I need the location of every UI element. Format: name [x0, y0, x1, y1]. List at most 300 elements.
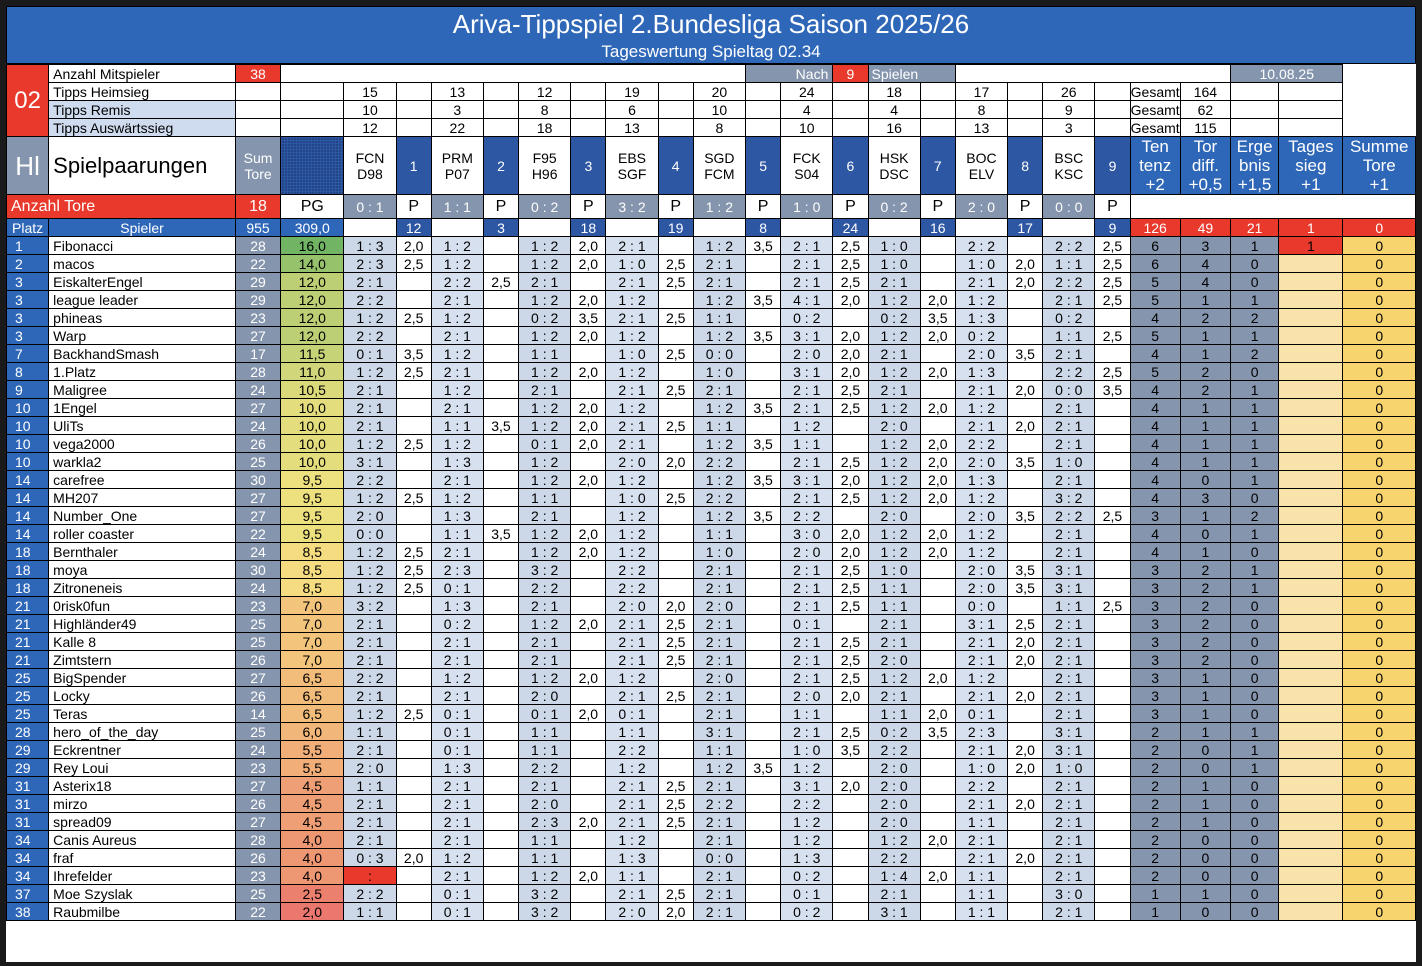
player-result: 0	[1231, 543, 1279, 561]
player-tip-points: 2,5	[1095, 237, 1130, 255]
match-points-flag: P	[833, 195, 868, 219]
player-tip-points: 3,5	[920, 723, 955, 741]
player-tendency: 4	[1130, 525, 1180, 543]
player-goal-diff: 1	[1180, 813, 1230, 831]
player-result: 1	[1231, 291, 1279, 309]
player-tip-points	[658, 435, 693, 453]
player-tip: 2 : 2	[693, 453, 745, 471]
player-tip: 2 : 2	[955, 237, 1007, 255]
player-name: macos	[49, 255, 236, 273]
player-tip-points	[1095, 489, 1130, 507]
player-rank: 18	[7, 561, 49, 579]
player-row	[7, 489, 1416, 507]
player-tip: 1 : 3	[955, 471, 1007, 489]
tip-count: 10	[344, 101, 396, 119]
player-result: 1	[1231, 399, 1279, 417]
player-tip-points	[658, 741, 693, 759]
match-header-row	[7, 137, 1416, 195]
player-tip: 1 : 1	[693, 525, 745, 543]
player-result: 0	[1231, 489, 1279, 507]
player-tendency: 3	[1130, 633, 1180, 651]
player-tip: 0 : 2	[781, 903, 833, 921]
player-goal-diff: 2	[1180, 381, 1230, 399]
player-name: Teras	[49, 705, 236, 723]
player-tip: 2 : 1	[1043, 399, 1095, 417]
player-tip: 1 : 3	[955, 363, 1007, 381]
player-tip: 0 : 1	[519, 705, 571, 723]
player-tip-points	[396, 903, 431, 921]
player-day-win	[1279, 291, 1343, 309]
player-tip: 2 : 1	[519, 777, 571, 795]
player-pg: 7,0	[281, 597, 344, 615]
player-row	[7, 399, 1416, 417]
match-hits: 12	[396, 219, 431, 237]
player-day-win	[1279, 309, 1343, 327]
player-rank: 31	[7, 813, 49, 831]
player-tip: 3 : 1	[1043, 561, 1095, 579]
player-tip: 1 : 2	[431, 435, 483, 453]
player-sum-goals: 0	[1343, 579, 1416, 597]
player-tip: 2 : 2	[1043, 507, 1095, 525]
player-tip-points	[483, 579, 518, 597]
player-tip-points	[571, 741, 606, 759]
player-tip: 2 : 1	[781, 669, 833, 687]
player-tip: 0 : 1	[431, 705, 483, 723]
player-tip: 2 : 1	[344, 813, 396, 831]
player-tip-points	[1095, 579, 1130, 597]
match-points-flag: P	[658, 195, 693, 219]
player-tendency: 2	[1130, 759, 1180, 777]
player-tip-points	[571, 903, 606, 921]
player-sum-goals: 0	[1343, 813, 1416, 831]
player-tip-points	[658, 867, 693, 885]
player-result: 1	[1231, 237, 1279, 255]
tip-count: 12	[344, 119, 396, 137]
player-tip-points	[396, 273, 431, 291]
player-day-win	[1279, 849, 1343, 867]
player-tip-points	[920, 345, 955, 363]
player-tip-points	[833, 885, 868, 903]
player-pg: 10,0	[281, 453, 344, 471]
player-tip: 2 : 1	[693, 615, 745, 633]
player-result: 0	[1231, 669, 1279, 687]
player-sum-goals: 0	[1343, 885, 1416, 903]
player-pg: 11,0	[281, 363, 344, 381]
player-row	[7, 561, 1416, 579]
tips-row	[7, 101, 1416, 119]
player-tip: 2 : 2	[868, 849, 920, 867]
player-tip-points: 2,5	[1095, 597, 1130, 615]
player-tip-points	[833, 705, 868, 723]
player-tip: 2 : 1	[693, 633, 745, 651]
player-tip-points	[920, 849, 955, 867]
player-tip: 1 : 1	[868, 579, 920, 597]
player-day-win	[1279, 777, 1343, 795]
match-hits: 19	[658, 219, 693, 237]
player-tip-points	[1095, 885, 1130, 903]
blank-cell	[920, 101, 955, 119]
blank-cell	[483, 101, 518, 119]
player-tip: 1 : 2	[519, 399, 571, 417]
player-tip-points	[483, 327, 518, 345]
player-rank: 25	[7, 705, 49, 723]
player-row	[7, 237, 1416, 255]
player-day-win	[1279, 345, 1343, 363]
player-tip-points	[1095, 831, 1130, 849]
player-tip: 1 : 1	[868, 705, 920, 723]
player-pg: 4,5	[281, 777, 344, 795]
pairings-label: Spielpaarungen	[49, 137, 236, 195]
player-tip: 2 : 2	[955, 435, 1007, 453]
blank-cell	[483, 119, 518, 137]
goals-label: Anzahl Tore	[7, 195, 236, 219]
player-tip-points	[746, 543, 781, 561]
blank-cell	[781, 219, 833, 237]
player-sum-goals: 0	[1343, 345, 1416, 363]
player-tip-points: 2,0	[571, 255, 606, 273]
player-result: 0	[1231, 597, 1279, 615]
player-tip: 2 : 1	[431, 327, 483, 345]
page-subtitle: Tageswertung Spieltag 02.34	[601, 42, 821, 61]
player-row	[7, 903, 1416, 921]
player-goals: 28	[235, 237, 280, 255]
player-day-win	[1279, 363, 1343, 381]
player-name: 1Engel	[49, 399, 236, 417]
player-tip-points	[396, 885, 431, 903]
player-tip: 1 : 2	[606, 291, 658, 309]
player-tip: 2 : 2	[344, 669, 396, 687]
blank-cell	[1008, 83, 1043, 101]
player-tip-points: 2,5	[833, 723, 868, 741]
player-tip-points	[1095, 633, 1130, 651]
player-tip: 2 : 1	[868, 273, 920, 291]
player-row	[7, 597, 1416, 615]
player-tip: 2 : 1	[781, 453, 833, 471]
player-tip-points	[1095, 543, 1130, 561]
player-sum-goals: 0	[1343, 543, 1416, 561]
player-tip: 3 : 1	[1043, 579, 1095, 597]
player-tip-points: 3,5	[920, 309, 955, 327]
player-tip-points: 2,5	[658, 255, 693, 273]
player-tip: 2 : 0	[868, 759, 920, 777]
match-hits: 8	[746, 219, 781, 237]
player-tip: 0 : 3	[344, 849, 396, 867]
player-tip: 2 : 0	[781, 543, 833, 561]
tips-label: Tipps Auswärtssieg	[49, 119, 236, 137]
player-goal-diff: 0	[1180, 831, 1230, 849]
player-tip: 1 : 2	[519, 363, 571, 381]
total-value: 164	[1180, 83, 1230, 101]
player-pg: 6,5	[281, 705, 344, 723]
player-tendency: 3	[1130, 669, 1180, 687]
player-tip-points	[1095, 669, 1130, 687]
player-goal-diff: 3	[1180, 489, 1230, 507]
player-tip-points: 2,0	[920, 453, 955, 471]
blank-cell	[606, 219, 658, 237]
player-tip: 2 : 1	[431, 867, 483, 885]
player-tip-points	[1008, 777, 1043, 795]
player-name: moya	[49, 561, 236, 579]
player-tip: 2 : 1	[1043, 345, 1095, 363]
player-tendency: 2	[1130, 867, 1180, 885]
player-name: Bernthaler	[49, 543, 236, 561]
player-tip: 1 : 2	[431, 309, 483, 327]
player-tip: 2 : 2	[1043, 237, 1095, 255]
player-tip-points	[746, 255, 781, 273]
player-day-win	[1279, 273, 1343, 291]
player-tendency: 2	[1130, 741, 1180, 759]
player-tip: 1 : 2	[693, 759, 745, 777]
player-name: Rey Loui	[49, 759, 236, 777]
player-tip: 0 : 1	[781, 615, 833, 633]
player-rank: 21	[7, 597, 49, 615]
player-tip: 2 : 1	[955, 687, 1007, 705]
player-tip: 2 : 1	[519, 381, 571, 399]
tip-count: 10	[693, 101, 745, 119]
tip-count: 8	[519, 101, 571, 119]
player-row	[7, 741, 1416, 759]
tips-label: Tipps Heimsieg	[49, 83, 236, 101]
player-tip: 1 : 2	[344, 363, 396, 381]
player-tip-points	[1095, 453, 1130, 471]
player-tip-points: 2,5	[396, 489, 431, 507]
player-goal-diff: 1	[1180, 453, 1230, 471]
player-tip-points	[920, 741, 955, 759]
player-tip: 2 : 2	[344, 327, 396, 345]
player-tip: 2 : 1	[781, 561, 833, 579]
player-tip-points: 2,0	[920, 291, 955, 309]
player-row	[7, 687, 1416, 705]
player-tip-points: 2,0	[920, 543, 955, 561]
player-tip: 2 : 1	[868, 885, 920, 903]
player-tip-points: 2,5	[658, 489, 693, 507]
player-tip: 0 : 0	[693, 849, 745, 867]
player-row	[7, 795, 1416, 813]
player-tip-points: 2,0	[1008, 759, 1043, 777]
player-tip: 2 : 0	[693, 597, 745, 615]
player-tip-points	[1008, 831, 1043, 849]
player-tip: 1 : 0	[868, 237, 920, 255]
player-result: 0	[1231, 831, 1279, 849]
player-tip-points	[396, 417, 431, 435]
player-tip: 2 : 1	[955, 381, 1007, 399]
player-tip-points: 2,5	[833, 399, 868, 417]
tip-count: 18	[519, 119, 571, 137]
player-tip-points	[658, 849, 693, 867]
player-tip: 1 : 2	[955, 525, 1007, 543]
player-day-win	[1279, 867, 1343, 885]
player-name: 0risk0fun	[49, 597, 236, 615]
player-rank: 10	[7, 417, 49, 435]
player-tip: 1 : 2	[519, 867, 571, 885]
tips-row	[7, 83, 1416, 101]
player-tip-points: 3,5	[1008, 453, 1043, 471]
player-tip-points	[396, 525, 431, 543]
player-tip: 0 : 0	[955, 597, 1007, 615]
player-goals: 24	[235, 417, 280, 435]
player-goals: 23	[235, 597, 280, 615]
player-tip: 2 : 1	[693, 903, 745, 921]
player-tip-points	[920, 417, 955, 435]
player-goals: 26	[235, 849, 280, 867]
player-goal-diff: 0	[1180, 903, 1230, 921]
player-result: 0	[1231, 273, 1279, 291]
player-tip: 1 : 2	[693, 237, 745, 255]
player-tendency: 4	[1130, 399, 1180, 417]
player-tip-points: 2,0	[571, 669, 606, 687]
player-tip-points	[483, 381, 518, 399]
player-tip: 2 : 0	[955, 345, 1007, 363]
player-day-win	[1279, 399, 1343, 417]
player-result: 0	[1231, 867, 1279, 885]
player-tip: 2 : 1	[431, 777, 483, 795]
player-tip: 2 : 1	[1043, 777, 1095, 795]
player-tip-points: 2,0	[920, 327, 955, 345]
player-rank: 10	[7, 435, 49, 453]
player-tip: 0 : 1	[606, 705, 658, 723]
player-tip-points: 2,5	[658, 813, 693, 831]
match-points-flag: P	[571, 195, 606, 219]
player-tip: 1 : 2	[519, 471, 571, 489]
player-tip-points	[746, 525, 781, 543]
player-pg: 6,0	[281, 723, 344, 741]
player-tip-points	[833, 849, 868, 867]
player-goal-diff: 2	[1180, 597, 1230, 615]
player-sum-goals: 0	[1343, 849, 1416, 867]
player-tip-points	[483, 489, 518, 507]
player-tip-points	[746, 561, 781, 579]
player-tip: 2 : 1	[606, 417, 658, 435]
player-pg: 4,5	[281, 795, 344, 813]
player-name: vega2000	[49, 435, 236, 453]
player-tip: 2 : 1	[606, 309, 658, 327]
player-rank: 38	[7, 903, 49, 921]
player-tip-points	[1008, 471, 1043, 489]
player-tip-points	[483, 849, 518, 867]
player-tip: 1 : 2	[519, 255, 571, 273]
player-tip: 2 : 1	[431, 813, 483, 831]
player-pg: 2,0	[281, 903, 344, 921]
goals-row	[7, 195, 1416, 219]
blank-cell	[1008, 101, 1043, 119]
player-tip-points	[920, 687, 955, 705]
player-rank: 3	[7, 309, 49, 327]
total-label: Gesamt	[1130, 119, 1180, 136]
player-tip: 2 : 1	[1043, 867, 1095, 885]
player-tip-points	[658, 363, 693, 381]
blank-cell	[658, 101, 693, 119]
player-tip: 1 : 0	[606, 489, 658, 507]
player-tip: 2 : 3	[519, 813, 571, 831]
player-tip-points: 2,0	[571, 615, 606, 633]
player-tip-points: 3,5	[746, 327, 781, 345]
player-pg: 9,5	[281, 525, 344, 543]
player-row	[7, 633, 1416, 651]
player-tip-points	[483, 633, 518, 651]
player-tip-points: 2,5	[658, 417, 693, 435]
player-tip-points	[1008, 705, 1043, 723]
player-tip-points	[920, 255, 955, 273]
player-goal-diff: 2	[1180, 363, 1230, 381]
player-tip: 2 : 1	[431, 687, 483, 705]
player-goals: 27	[235, 399, 280, 417]
tip-count: 9	[1043, 101, 1095, 119]
player-tip-points	[833, 867, 868, 885]
player-row	[7, 471, 1416, 489]
player-tip-points	[483, 471, 518, 489]
player-tip-points	[1095, 309, 1130, 327]
tip-count: 12	[519, 83, 571, 101]
player-tip-points	[571, 381, 606, 399]
player-result: 1	[1231, 579, 1279, 597]
player-tip-points: 3,5	[746, 759, 781, 777]
player-pg: 9,5	[281, 489, 344, 507]
player-tip-points	[920, 507, 955, 525]
player-tip-points	[746, 489, 781, 507]
player-tip: 2 : 1	[955, 633, 1007, 651]
player-tip: 1 : 3	[431, 759, 483, 777]
player-sum-goals: 0	[1343, 759, 1416, 777]
player-tip-points: 2,0	[571, 291, 606, 309]
player-tip: 2 : 1	[344, 399, 396, 417]
player-day-win	[1279, 255, 1343, 273]
player-tip: 1 : 0	[693, 543, 745, 561]
games-label: Spielen	[868, 65, 955, 83]
player-tip: 2 : 1	[1043, 525, 1095, 543]
after-label: Nach	[746, 65, 833, 83]
player-tip: 1 : 2	[868, 399, 920, 417]
player-tip-points	[746, 849, 781, 867]
player-tip-points	[483, 543, 518, 561]
match-points-flag: P	[396, 195, 431, 219]
player-tip: 2 : 1	[1043, 813, 1095, 831]
tip-count: 4	[868, 101, 920, 119]
player-tip-points: 2,5	[833, 633, 868, 651]
player-sum-goals: 0	[1343, 795, 1416, 813]
player-tip: 2 : 0	[606, 903, 658, 921]
player-tip-points	[746, 651, 781, 669]
player-tip: 1 : 1	[431, 525, 483, 543]
player-tendency: 5	[1130, 327, 1180, 345]
player-tip: 2 : 1	[868, 345, 920, 363]
player-tip: 2 : 0	[955, 507, 1007, 525]
player-tip: 2 : 1	[344, 633, 396, 651]
player-tip: 1 : 2	[431, 381, 483, 399]
player-tip-points	[1095, 651, 1130, 669]
player-tip-points: 3,5	[1008, 579, 1043, 597]
player-tip: 2 : 2	[344, 885, 396, 903]
player-tip-points	[833, 435, 868, 453]
blank-cell	[571, 83, 606, 101]
player-tip: 2 : 1	[1043, 543, 1095, 561]
player-name: Moe Szyslak	[49, 885, 236, 903]
player-tip: 1 : 2	[955, 543, 1007, 561]
player-tendency: 6	[1130, 237, 1180, 255]
player-row	[7, 777, 1416, 795]
player-sum-goals: 0	[1343, 597, 1416, 615]
player-row	[7, 849, 1416, 867]
player-tip-points	[1095, 417, 1130, 435]
player-tip: 2 : 1	[1043, 831, 1095, 849]
player-tip-points	[920, 813, 955, 831]
blank-cell	[281, 119, 344, 137]
player-tip: 1 : 1	[693, 417, 745, 435]
match-result: 0 : 0	[1043, 195, 1095, 219]
player-tip-points	[746, 777, 781, 795]
player-tip-points	[396, 633, 431, 651]
player-goal-diff: 1	[1180, 777, 1230, 795]
player-tip: 1 : 2	[519, 417, 571, 435]
